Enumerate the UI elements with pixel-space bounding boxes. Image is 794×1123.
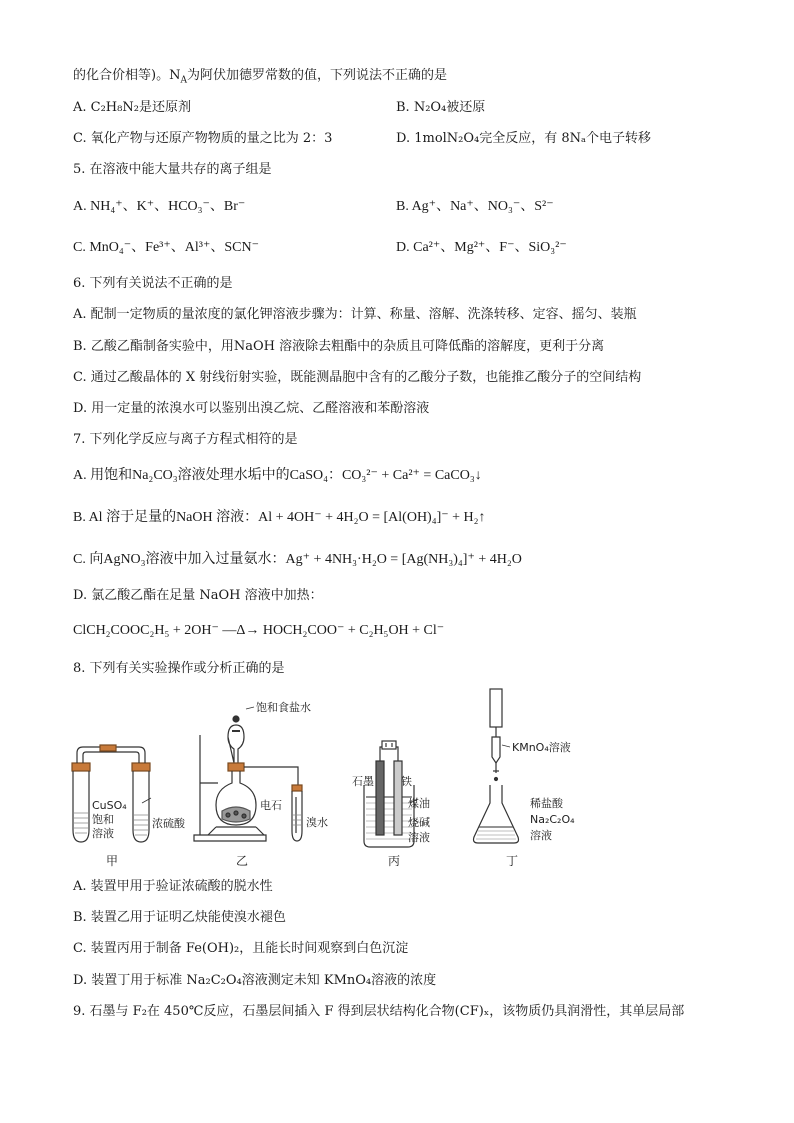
label-graphite: 石墨	[352, 775, 374, 788]
q4-option-b: B. N₂O₄被还原	[396, 100, 486, 115]
q4-option-c: C. 氧化产物与还原产物物质的量之比为 2：3	[73, 131, 333, 146]
label-kerosene: 煤油	[408, 797, 430, 810]
q4-intro: 的化合价相等)。$N_A$为阿伏加德罗常数的值，下列说法不正确的是	[73, 68, 447, 86]
q8-stem: 8. 下列有关实验操作或分析正确的是	[73, 661, 285, 676]
q7-option-c: C. 向AgNO₃溶液中加入过量氨水：Ag⁺ + 4NH₃·H₂O = [Ag(NH₃)₄]⁺ + 4H₂O	[73, 552, 522, 567]
q4-option-a: A. C₂H₈N₂是还原剂	[73, 100, 191, 115]
q8-option-a: A. 装置甲用于验证浓硫酸的脱水性	[73, 879, 273, 894]
label-dilute-hcl: 稀盐酸	[530, 797, 563, 810]
q5-option-b: B. Ag⁺、Na⁺、NO₃⁻、S²⁻	[396, 199, 554, 214]
label-concentrated-sulfuric-acid: 浓硫酸	[152, 817, 185, 830]
apparatus-bing	[352, 741, 430, 868]
q8-option-c: C. 装置丙用于制备 Fe(OH)₂，且能长时间观察到白色沉淀	[73, 941, 409, 956]
q7-option-d-equation: ClCH₂COOC₂H₅ + 2OH⁻ —Δ→ HOCH₂COO⁻ + C₂H₅OH + Cl⁻	[73, 623, 445, 638]
apparatus-jia	[72, 745, 186, 868]
q6-option-c: C. 通过乙酸晶体的 X 射线衍射实验，既能测晶胞中含有的乙酸分子数，也能推乙酸分子的空间结构	[73, 370, 642, 385]
label-cuso4: CuSO₄	[92, 799, 127, 812]
label-calcium-carbide: 电石	[260, 799, 282, 812]
q6-stem: 6. 下列有关说法不正确的是	[73, 276, 233, 291]
caption-ding: 丁	[506, 854, 519, 868]
caption-bing: 丙	[388, 854, 401, 868]
label-bromine-water: 溴水	[306, 816, 328, 829]
q6-option-b: B. 乙酸乙酯制备实验中，用NaOH 溶液除去粗酯中的杂质且可降低酯的溶解度，更利于分离	[73, 339, 605, 354]
q8-option-d: D. 装置丁用于标准 Na₂C₂O₄溶液测定未知 KMnO₄溶液的浓度	[73, 973, 437, 988]
q7-option-a: A. 用饱和Na₂CO₃溶液处理水垢中的CaSO₄：CO₃²⁻ + Ca²⁺ = CaCO₃↓	[73, 468, 482, 483]
q4-option-d: D. 1molN₂O₄完全反应，有 8Nₐ个电子转移	[396, 131, 652, 146]
label-kmno4-solution: KMnO₄溶液	[512, 741, 571, 754]
q5-option-c: C. MnO₄⁻、Fe³⁺、Al³⁺、SCN⁻	[73, 240, 259, 255]
q5-option-a: A. NH₄⁺、K⁺、HCO₃⁻、Br⁻	[73, 199, 246, 214]
apparatus-yi	[194, 700, 328, 868]
q7-option-d: D. 氯乙酸乙酯在足量 NaOH 溶液中加热：	[73, 588, 323, 603]
q5-stem: 5. 在溶液中能大量共存的离子组是	[73, 162, 272, 177]
label-solution: 溶液	[408, 831, 430, 844]
label-iron: 铁	[401, 775, 412, 788]
label-ding-solution: 溶液	[530, 829, 552, 842]
q6-option-a: A. 配制一定物质的量浓度的氯化钾溶液步骤为：计算、称量、溶解、洗涤转移、定容、摇匀、装瓶	[73, 307, 637, 322]
q5-option-d: D. Ca²⁺、Mg²⁺、F⁻、SiO₃²⁻	[396, 240, 567, 255]
q7-stem: 7. 下列化学反应与离子方程式相符的是	[73, 432, 298, 447]
q7-option-b: B. Al 溶于足量的NaOH 溶液：Al + 4OH⁻ + 4H₂O = [Al(OH)₄]⁻ + H₂↑	[73, 510, 486, 525]
label-sodium-oxalate: Na₂C₂O₄	[530, 813, 575, 826]
q8-option-b: B. 装置乙用于证明乙炔能使溴水褪色	[73, 910, 286, 925]
caption-yi: 乙	[236, 854, 249, 868]
label-baohe: 饱和	[92, 813, 114, 826]
q9-stem: 9. 石墨与 F₂在 450℃反应，石墨层间插入 F 得到层状结构化合物(CF)ₓ，该物质仍具润滑性，其单层局部	[73, 1004, 685, 1019]
label-caustic-soda: 烧碱	[408, 816, 430, 829]
apparatus-figure	[60, 685, 660, 873]
q6-option-d: D. 用一定量的浓溴水可以鉴别出溴乙烷、乙醛溶液和苯酚溶液	[73, 401, 430, 416]
apparatus-ding	[474, 689, 576, 868]
caption-jia: 甲	[106, 854, 119, 868]
label-rongye: 溶液	[92, 827, 114, 840]
label-saturated-brine: 饱和食盐水	[256, 701, 311, 714]
